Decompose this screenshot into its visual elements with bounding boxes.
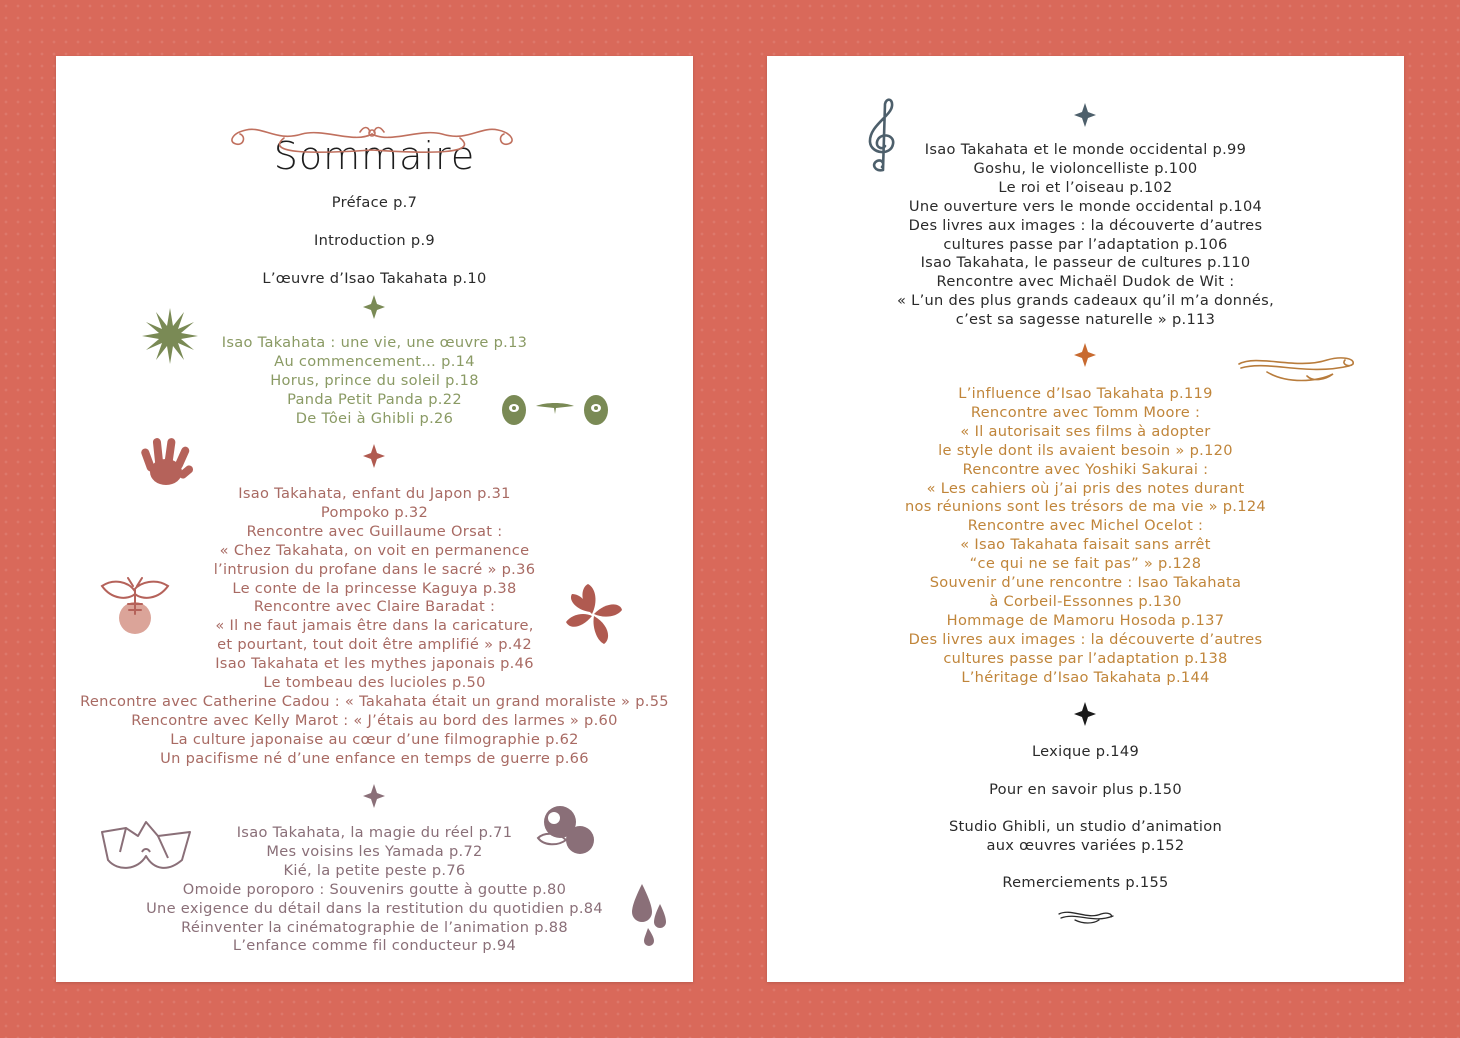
toc-entry[interactable]: Rencontre avec Guillaume Orsat : (246, 522, 503, 540)
toc-entry[interactable]: Introduction p.9 (313, 232, 435, 249)
toc-entry[interactable]: Pour en savoir plus p.150 (989, 781, 1182, 798)
end-flourish-ornament (1057, 906, 1115, 926)
toc-entry[interactable]: Rencontre avec Michaël Dudok de Wit : (936, 273, 1235, 291)
thanks-entry[interactable] (767, 874, 1404, 893)
toc-entry[interactable]: Isao Takahata : une vie, une œuvre p.13 (221, 334, 528, 351)
toc-entry[interactable]: « Isao Takahata faisait sans arrêt (960, 536, 1211, 554)
toc-entry[interactable]: Isao Takahata et le monde occidental p.99 (924, 141, 1247, 158)
toc-entry[interactable]: L’œuvre d’Isao Takahata p.10 (262, 270, 487, 287)
toc-entry[interactable]: Des livres aux images : la découverte d’autres (908, 216, 1263, 234)
toc-entry[interactable]: Kié, la petite peste p.76 (283, 861, 466, 879)
section3-list (56, 824, 693, 956)
black-star-divider-icon (1074, 702, 1096, 726)
page-title: Sommaire (273, 134, 476, 178)
toc-entry[interactable]: Horus, prince du soleil p.18 (270, 371, 479, 389)
toc-entry[interactable]: Omoide poroporo : Souvenirs goutte à goutte p.80 (182, 880, 567, 898)
toc-entry[interactable]: Au commencement… p.14 (274, 352, 475, 370)
section4-list (767, 141, 1404, 330)
toc-entry[interactable]: Souvenir d’une rencontre : Isao Takahata (929, 574, 1242, 592)
toc-entry[interactable]: et pourtant, tout doit être amplifié » p.42 (217, 636, 532, 654)
toc-entry[interactable]: Le roi et l’oiseau p.102 (998, 178, 1173, 196)
toc-entry[interactable]: l’intrusion du profane dans le sacré » p.36 (213, 560, 536, 578)
toc-entry[interactable]: Une ouverture vers le monde occidental p.104 (908, 197, 1263, 215)
toc-entry-line: Studio Ghibli, un studio d’animation (948, 818, 1223, 835)
toc-entry[interactable]: Rencontre avec Yoshiki Sakurai : (962, 460, 1209, 478)
toc-entry[interactable]: Rencontre avec Kelly Marot : « J’étais au bord des larmes » p.60 (131, 711, 618, 729)
toc-entry[interactable]: « Les cahiers où j’ai pris des notes durant (926, 479, 1245, 497)
toc-entry[interactable]: Une exigence du détail dans la restitution du quotidien p.84 (146, 899, 603, 917)
intro-list (56, 184, 693, 298)
slate-star-divider-icon (1074, 103, 1096, 127)
toc-entry[interactable]: Rencontre avec Catherine Cadou : « Takahata était un grand moraliste » p.55 (80, 692, 669, 710)
toc-entry[interactable]: cultures passe par l’adaptation p.106 (943, 235, 1228, 253)
toc-entry[interactable]: « Il ne faut jamais être dans la caricature, (215, 617, 534, 635)
toc-entry[interactable]: Le tombeau des lucioles p.50 (263, 674, 486, 692)
toc-entry[interactable]: Isao Takahata, la magie du réel p.71 (236, 824, 513, 841)
toc-entry[interactable]: à Corbeil-Essonnes p.130 (989, 592, 1182, 610)
left-page (56, 56, 693, 982)
toc-entry-line: Remerciements p.155 (1002, 874, 1169, 891)
toc-entry[interactable]: La culture japonaise au cœur d’une filmographie p.62 (170, 730, 579, 748)
toc-entry[interactable]: L’influence d’Isao Takahata p.119 (958, 385, 1213, 402)
toc-entry[interactable]: Panda Petit Panda p.22 (287, 390, 462, 408)
toc-entry[interactable]: Préface p.7 (331, 194, 418, 211)
section5-list (767, 385, 1404, 688)
water-drops-icon (630, 884, 668, 948)
toc-entry[interactable]: Isao Takahata, enfant du Japon p.31 (238, 485, 511, 502)
toc-entry[interactable]: « L’un des plus grands cadeaux qu’il m’a donnés, (896, 292, 1275, 310)
toc-entry[interactable]: Hommage de Mamoru Hosoda p.137 (946, 611, 1225, 629)
toc-entry[interactable]: Réinventer la cinématographie de l’animation p.88 (181, 918, 568, 936)
toc-entry[interactable]: Isao Takahata, le passeur de cultures p.110 (920, 254, 1251, 272)
toc-entry[interactable]: « Chez Takahata, on voit en permanence (219, 541, 530, 559)
flower-blossom-icon (566, 584, 622, 646)
toc-entry[interactable]: le style dont ils avaient besoin » p.120 (938, 441, 1233, 459)
toc-entry[interactable]: Des livres aux images : la découverte d’autres (908, 630, 1263, 648)
toc-entry[interactable]: Lexique p.149 (1031, 743, 1140, 760)
toc-entry[interactable]: Goshu, le violoncelliste p.100 (973, 159, 1198, 177)
toc-entry[interactable]: nos réunions sont les trésors de ma vie » p.124 (904, 498, 1267, 516)
firefly-icon (98, 574, 172, 636)
toc-entry-line: aux œuvres variées p.152 (986, 836, 1185, 854)
toc-entry[interactable]: Rencontre avec Claire Baradat : (253, 598, 496, 616)
toc-entry[interactable]: “ce qui ne se fait pas” » p.128 (969, 555, 1202, 573)
toc-entry[interactable]: L’héritage d’Isao Takahata p.144 (961, 668, 1210, 686)
end-list (767, 733, 1404, 809)
toc-entry[interactable]: Rencontre avec Michel Ocelot : (967, 517, 1204, 535)
toc-entry[interactable]: De Tôei à Ghibli p.26 (295, 409, 454, 427)
rose-star-divider-icon (363, 444, 385, 468)
hand-print-icon (136, 436, 196, 488)
green-star-divider-icon (363, 295, 385, 319)
toc-entry[interactable]: cultures passe par l’adaptation p.138 (943, 649, 1228, 667)
toc-entry[interactable]: « Il autorisait ses films à adopter (960, 422, 1211, 440)
toc-entry[interactable]: Rencontre avec Tomm Moore : (970, 403, 1201, 421)
toc-entry[interactable]: L’enfance comme fil conducteur p.94 (232, 937, 517, 955)
toc-entry[interactable]: Pompoko p.32 (320, 503, 429, 521)
gold-flourish-ornament (1237, 350, 1357, 386)
eyes-face-icon (500, 392, 610, 428)
toc-entry[interactable]: Isao Takahata et les mythes japonais p.46 (215, 655, 534, 673)
toc-entry[interactable]: Un pacifisme né d’une enfance en temps de guerre p.66 (160, 749, 589, 767)
toc-entry[interactable]: c’est sa sagesse naturelle » p.113 (955, 311, 1216, 329)
right-page (767, 56, 1404, 982)
gold-star-divider-icon (1074, 343, 1096, 367)
studio-entry[interactable] (767, 818, 1404, 856)
mauve-star-divider-icon (363, 784, 385, 808)
toc-entry[interactable]: Mes voisins les Yamada p.72 (266, 842, 483, 860)
toc-entry[interactable]: Le conte de la princesse Kaguya p.38 (232, 579, 517, 597)
title-flourish-ornament (224, 120, 520, 160)
